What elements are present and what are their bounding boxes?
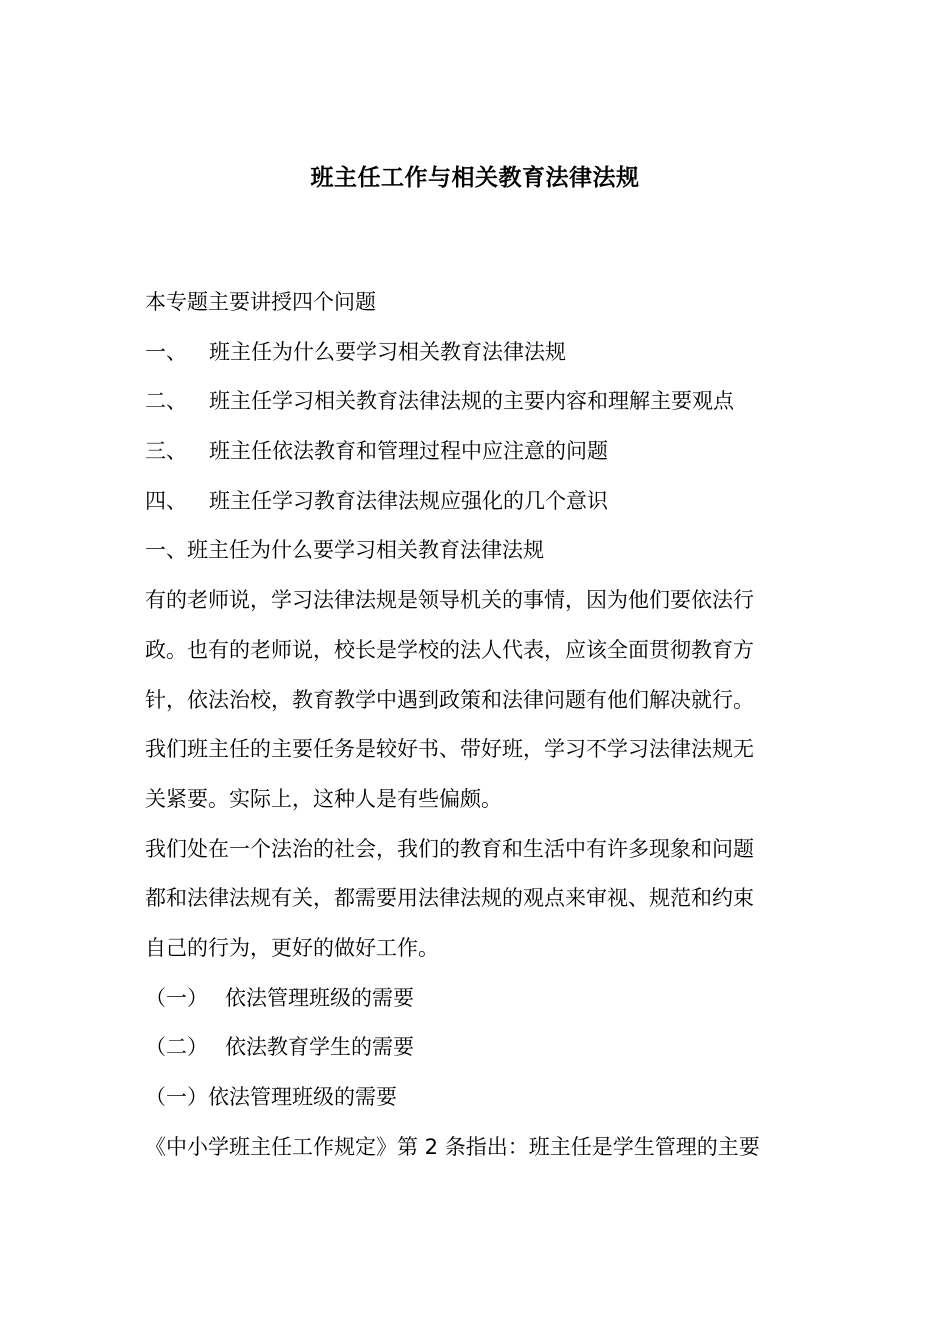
outline-item (145, 377, 810, 427)
outline-text: 班主任依法教育和管理过程中应注意的问题 (209, 439, 608, 464)
paragraph-line: 我们班主任的主要任务是较好书、带好班，学习不学习法律法规无 (145, 737, 754, 762)
paragraph-line: 针，依法治校，教育教学中遇到政策和法律问题有他们解决就行。 (145, 687, 754, 712)
paragraph-line: 自己的行为，更好的做好工作。 (145, 935, 439, 960)
paragraph-line: 《中小学班主任工作规定》第 2 条指出：班主任是学生管理的主要 (145, 1134, 760, 1159)
outline-text: 班主任为什么要学习相关教育法律法规 (209, 339, 566, 364)
outline-number: 四、 (145, 488, 187, 513)
outline-item (145, 477, 810, 527)
subpoint-item (145, 1023, 810, 1073)
subpoint-item (145, 974, 810, 1024)
outline-text: 班主任学习教育法律法规应强化的几个意识 (209, 488, 608, 513)
sub-heading: （一）依法管理班级的需要 (145, 1085, 397, 1109)
outline-number: 三、 (145, 439, 187, 464)
document-title: 班主任工作与相关教育法律法规 (310, 165, 640, 191)
paragraph-line: 关紧要。实际上，这种人是有些偏颇。 (145, 786, 502, 811)
outline-number: 二、 (145, 389, 187, 414)
subpoint-number: （一） (145, 985, 208, 1010)
outline-item (145, 427, 810, 477)
paragraph-line: 政。也有的老师说，校长是学校的法人代表，应该全面贯彻教育方 (145, 637, 754, 662)
outline-number: 一、 (145, 339, 187, 364)
intro-line: 本专题主要讲授四个问题 (145, 290, 376, 314)
outline-text: 班主任学习相关教育法律法规的主要内容和理解主要观点 (209, 389, 734, 414)
outline-item (145, 328, 810, 378)
document-body (145, 278, 810, 1172)
paragraph-line: 有的老师说，学习法律法规是领导机关的事情，因为他们要依法行 (145, 588, 754, 613)
subpoint-text: 依法教育学生的需要 (225, 1035, 414, 1060)
subpoint-number: （二） (145, 1035, 208, 1060)
paragraph-line: 我们处在一个法治的社会，我们的教育和生活中有许多现象和问题 (145, 836, 754, 861)
subpoint-text: 依法管理班级的需要 (225, 985, 414, 1010)
section-heading: 一、班主任为什么要学习相关教育法律法规 (145, 538, 544, 563)
paragraph-line: 都和法律法规有关，都需要用法律法规的观点来审视、规范和约束 (145, 886, 754, 911)
